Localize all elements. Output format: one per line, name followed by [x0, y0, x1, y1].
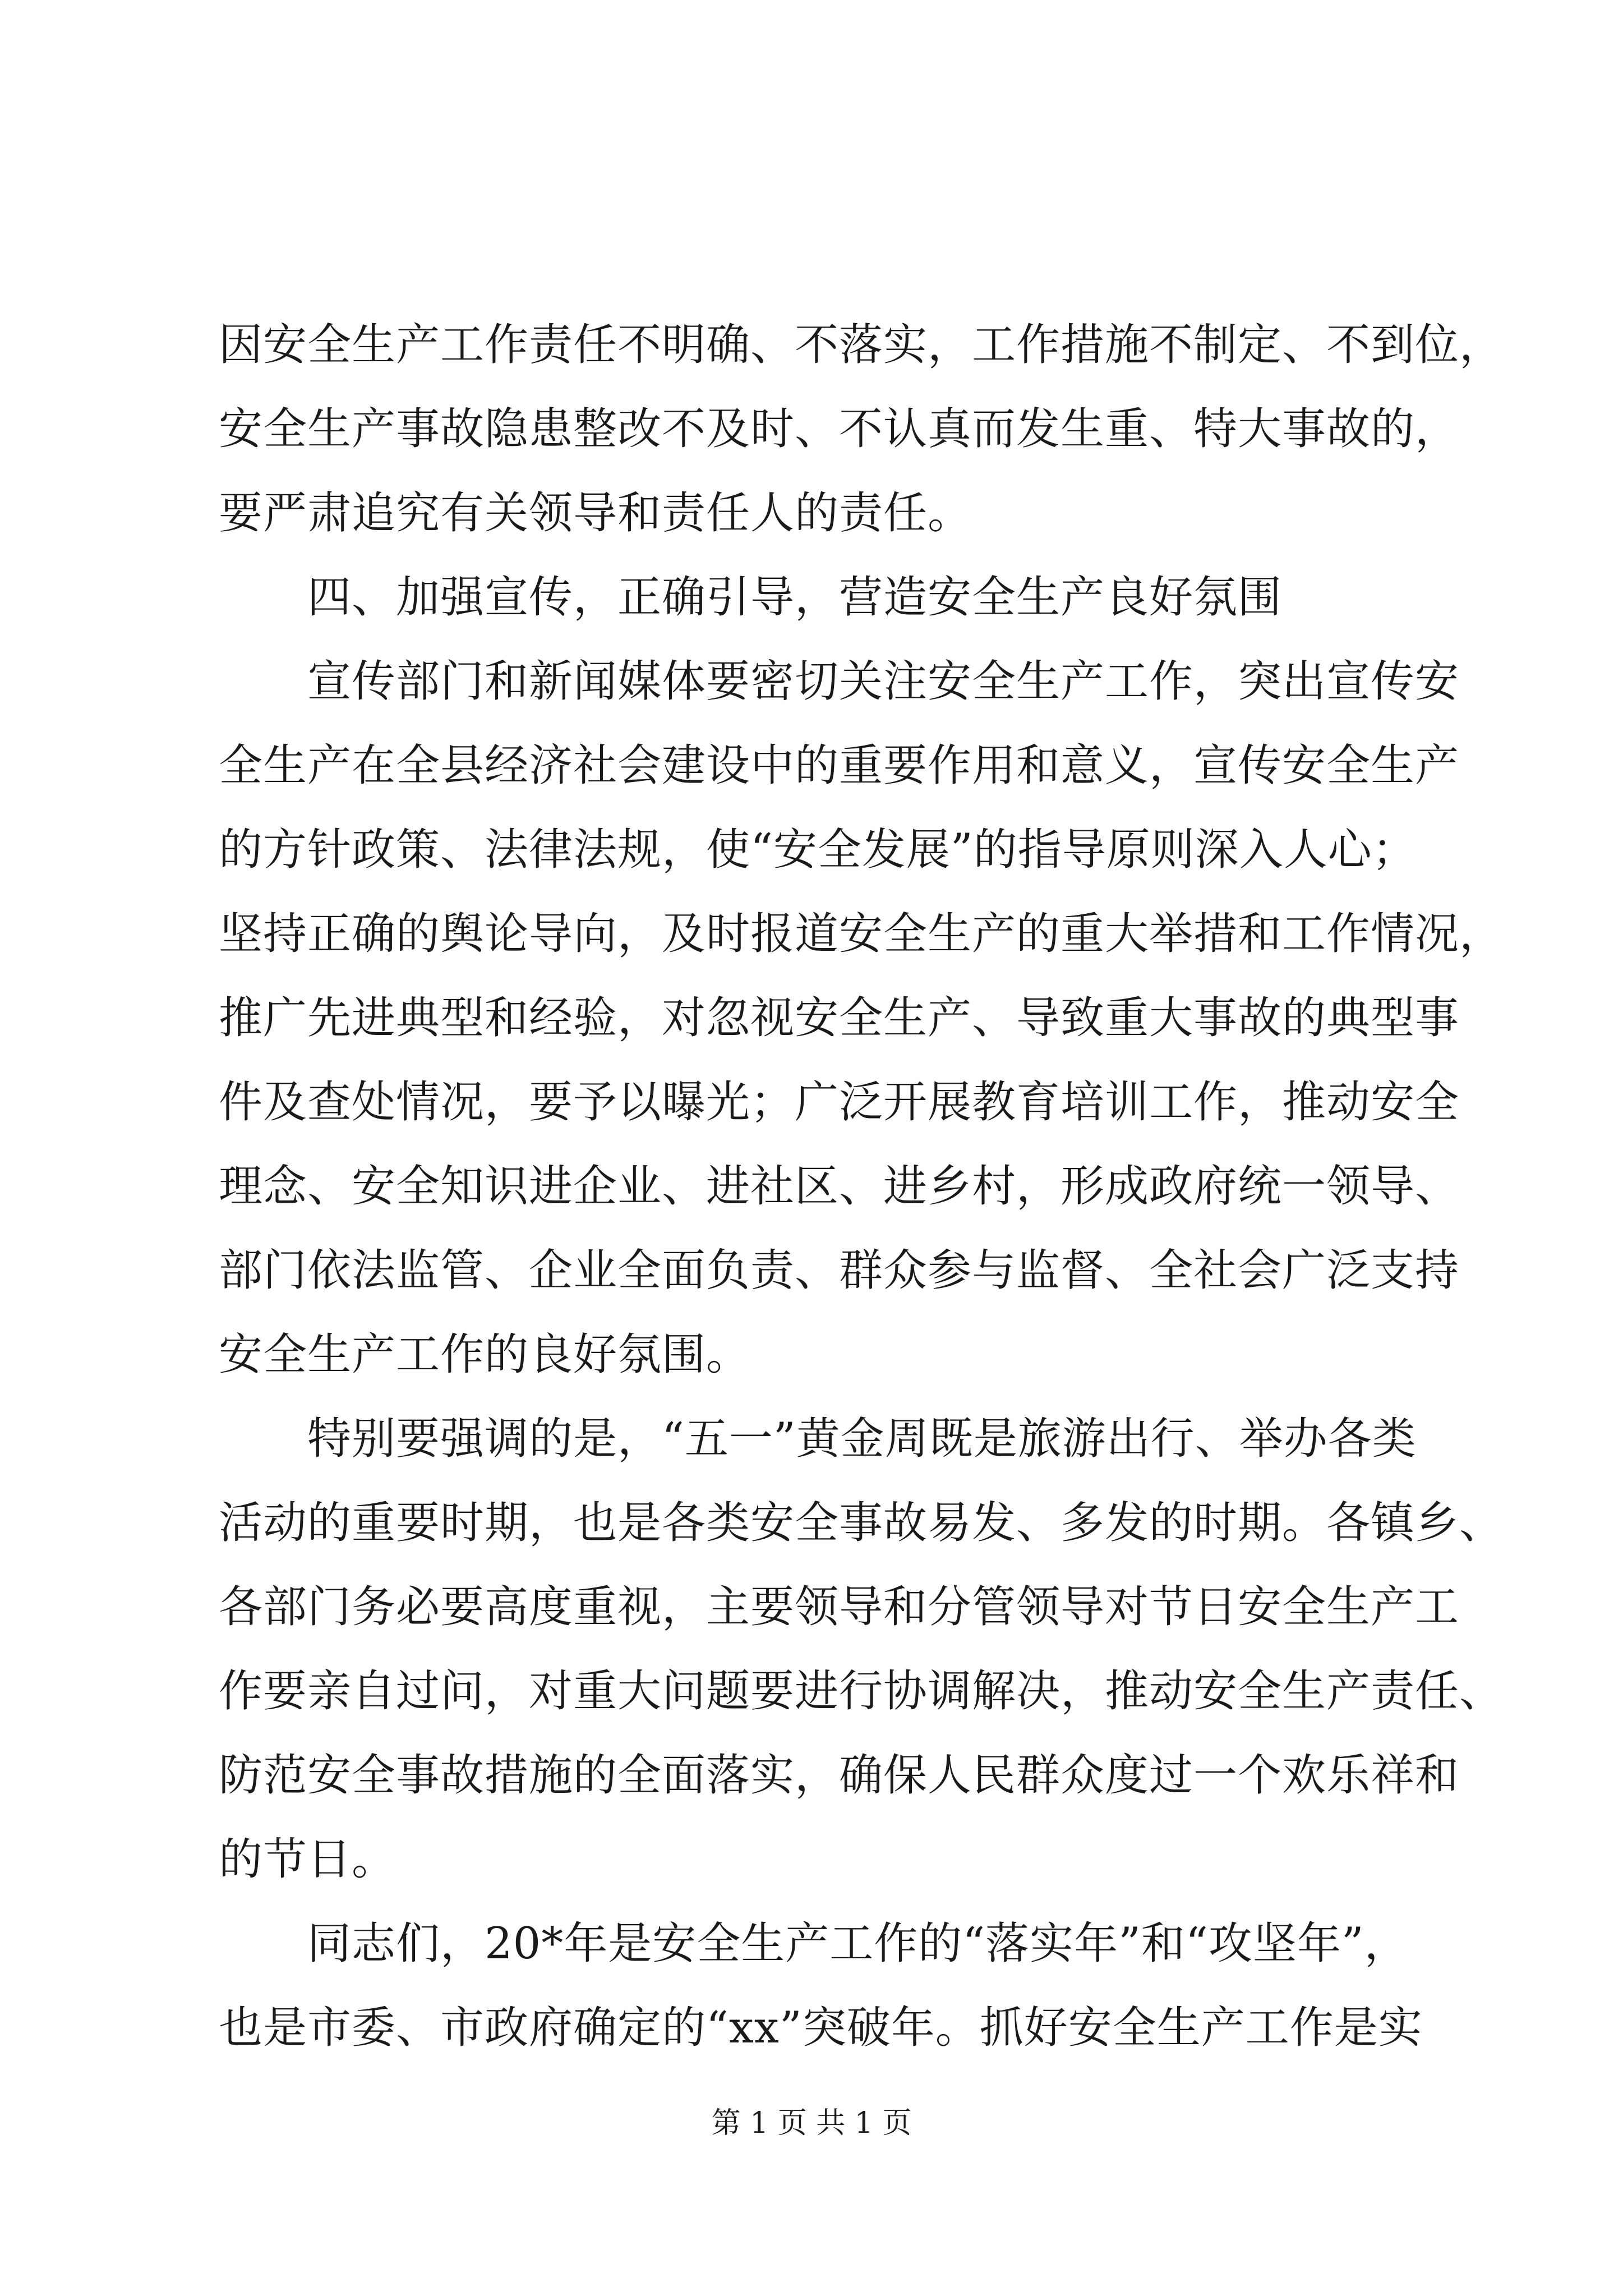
- text-line: 安全生产工作的良好氛围。: [219, 1329, 751, 1380]
- text-line: 的方针政策、法律法规，使“安全发展”的指导原则深入人心；: [219, 825, 1417, 875]
- page-number-label: 第 1 页 共 1 页: [711, 2106, 912, 2140]
- text-line: 防范安全事故措施的全面落实，确保人民群众度过一个欢乐祥和: [219, 1750, 1460, 1801]
- text-line: 宣传部门和新闻媒体要密切关注安全生产工作，突出宣传安: [307, 656, 1460, 707]
- document-body: [219, 303, 1504, 2070]
- text-line: 特别要强调的是，“五一”黄金周既是旅游出行、举办各类: [307, 1414, 1417, 1464]
- text-line: 同志们，20*年是安全生产工作的“落实年”和“攻坚年”，: [307, 1918, 1409, 1969]
- text-line: 作要亲自过问，对重大问题要进行协调解决，推动安全生产责任、: [219, 1666, 1504, 1717]
- text-line: 部门依法监管、企业全面负责、群众参与监督、全社会广泛支持: [219, 1245, 1460, 1296]
- text-line: 也是市委、市政府确定的“xx”突破年。抓好安全生产工作是实: [219, 2003, 1423, 2053]
- text-line: 活动的重要时期，也是各类安全事故易发、多发的时期。各镇乡、: [219, 1498, 1504, 1548]
- text-line: 推广先进典型和经验，对忽视安全生产、导致重大事故的典型事: [219, 993, 1460, 1043]
- text-line: 理念、安全知识进企业、进社区、进乡村，形成政府统一领导、: [219, 1161, 1460, 1212]
- section-heading: 四、加强宣传，正确引导，营造安全生产良好氛围: [307, 572, 1283, 623]
- text-line: 坚持正确的舆论导向，及时报道安全生产的重大举措和工作情况，: [219, 909, 1504, 959]
- text-line: 因安全生产工作责任不明确、不落实，工作措施不制定、不到位，: [219, 320, 1504, 370]
- text-line: 各部门务必要高度重视，主要领导和分管领导对节日安全生产工: [219, 1582, 1460, 1632]
- text-line: 安全生产事故隐患整改不及时、不认真而发生重、特大事故的，: [219, 404, 1460, 454]
- text-line: 要严肃追究有关领导和责任人的责任。: [219, 488, 972, 539]
- text-line: 件及查处情况，要予以曝光；广泛开展教育培训工作，推动安全: [219, 1077, 1460, 1128]
- text-line: 全生产在全县经济社会建设中的重要作用和意义，宣传安全生产: [219, 740, 1460, 791]
- text-line: 的节日。: [219, 1834, 396, 1885]
- page-footer: [0, 2101, 1623, 2146]
